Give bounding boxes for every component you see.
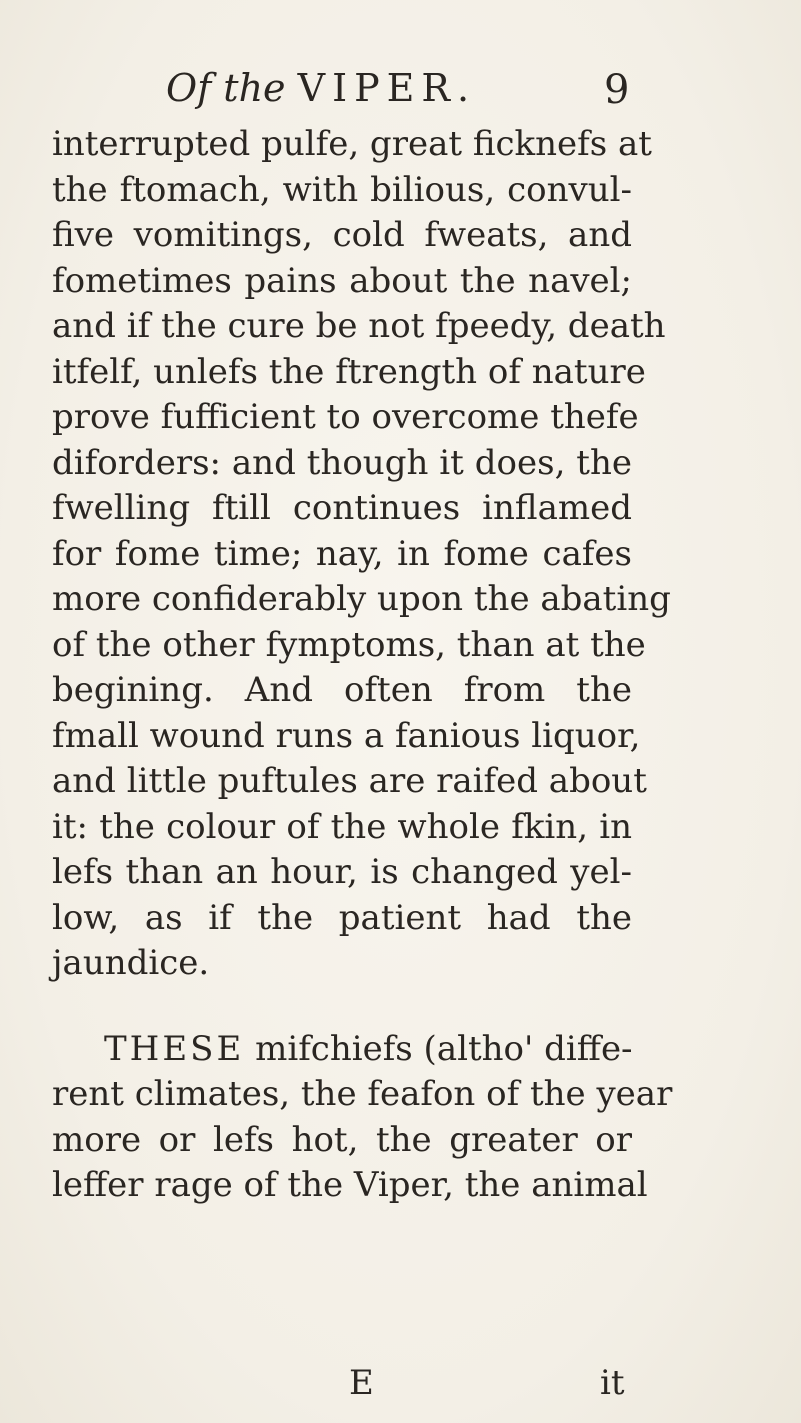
page-number: 9 — [604, 67, 630, 113]
text-line: five vomitings, cold fweats, and — [52, 215, 632, 255]
text-line: more or lefs hot, the greater or — [52, 1119, 632, 1160]
running-head-italic: Of the — [166, 66, 286, 110]
text-line: prove fufficient to overcome thefe — [52, 397, 639, 437]
text-line: fwelling ftill continues inflamed — [52, 488, 632, 528]
page-footer — [0, 1363, 801, 1413]
text-line: for fome time; nay, in fome cafes — [52, 533, 632, 574]
text-line: fometimes pains about the navel; — [52, 260, 632, 301]
text-line-first — [52, 1027, 632, 1073]
text-line: begining. And often from the — [52, 670, 632, 710]
text-line: it: the colour of the whole fkin, in — [52, 806, 632, 847]
paragraph-gap — [52, 987, 632, 1027]
opening-word: THESE — [104, 1028, 245, 1069]
running-head-caps: VIPER. — [297, 66, 477, 110]
text-line: more confiderably upon the abating — [52, 579, 671, 619]
text-line: lefs than an hour, is changed yel- — [52, 852, 632, 892]
text-line: and little puftules are raifed about — [52, 761, 647, 801]
text-line: jaundice. — [52, 943, 210, 983]
text-line: leffer rage of the Viper, the animal — [52, 1165, 648, 1205]
text-line: fmall wound runs a fanious liquor, — [52, 715, 641, 756]
text-line: rent climates, the feafon of the year — [52, 1074, 673, 1114]
text-line: the ftomach, with bilious, convul- — [52, 169, 632, 210]
paragraph-2 — [52, 1027, 673, 1209]
running-head — [166, 62, 646, 114]
catchword: it — [600, 1363, 625, 1403]
body-text — [52, 122, 673, 1209]
text-line: itfelf, unlefs the ftrength of nature — [52, 351, 646, 392]
text-line: of the other fymptoms, than at the — [52, 624, 646, 665]
signature-mark: E — [349, 1363, 374, 1403]
text-line: and if the cure be not fpeedy, death — [52, 306, 666, 346]
text-line: diforders: and though it does, the — [52, 442, 632, 483]
text-line: low, as if the patient had the — [52, 897, 632, 938]
first-line-rest: mifchiefs (altho' diffe- — [255, 1028, 633, 1069]
paragraph-1 — [52, 122, 671, 987]
text-line: interrupted pulfe, great ficknefs at — [52, 124, 652, 164]
